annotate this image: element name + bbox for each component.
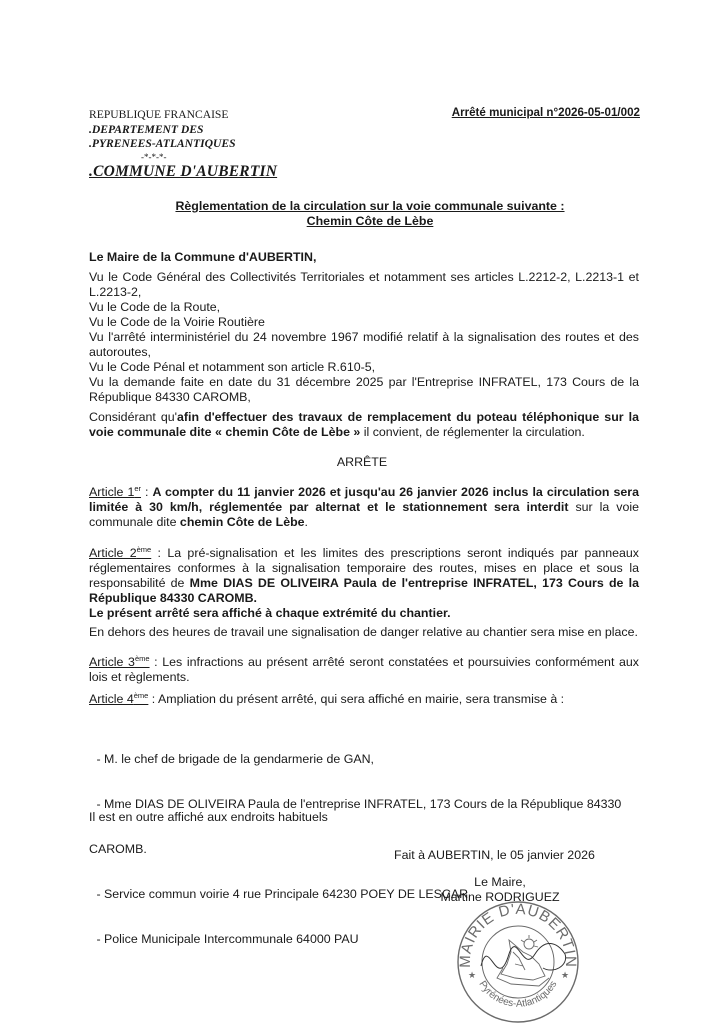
- stamp-star-icon: ★: [468, 970, 477, 980]
- signer-role: Le Maire,: [474, 875, 526, 889]
- article-4: Article 4ème : Ampliation du présent arrêté, qui sera affiché en mairie, sera transmise à :: [89, 690, 565, 706]
- recipient-item: - Police Municipale Intercommunale 64000 PAU: [93, 932, 359, 946]
- legal-reference: Vu le Code Pénal et notamment son article R.610-5,: [89, 360, 376, 374]
- article-4-label: Article 4ème: [89, 690, 149, 706]
- commune-name: .COMMUNE D'AUBERTIN: [89, 163, 278, 180]
- article-3-label: Article 3ème: [89, 653, 150, 669]
- legal-reference: Vu l'arrêté interministériel du 24 novembre 1967 modifié relatif à la signalisation des routes et des autoroutes,: [89, 330, 639, 359]
- article-2-label: Article 2ème: [89, 544, 152, 560]
- marianne-emblem-icon: [497, 935, 549, 986]
- recipient-item: - M. le chef de brigade de la gendarmerie de GAN,: [93, 752, 375, 766]
- article-1-label: Article 1er: [89, 483, 142, 499]
- article-2-posting: Le présent arrêté sera affiché à chaque extrémité du chantier.: [89, 606, 451, 620]
- place-and-date: Fait à AUBERTIN, le 05 janvier 2026: [394, 848, 595, 862]
- legal-reference: Vu le Code de la Route,: [89, 300, 221, 314]
- title-line-1: Règlementation de la circulation sur la voie communale suivante :: [175, 199, 565, 213]
- republic-label: REPUBLIQUE FRANCAISE: [89, 108, 229, 121]
- considering-reason: afin d'effectuer des travaux de remplacement du poteau téléphonique sur la voie communale dite « chemin Côte de Lèbe »: [89, 410, 639, 439]
- separator: -*-*-*-: [141, 151, 167, 162]
- article-1-restriction: A compter du 11 janvier 2026 et jusqu'au 26 janvier 2026 inclus la circulation sera limitée à 30 km/h, réglementée par alternat et le stationnement sera interdit: [89, 485, 639, 514]
- recipient-item: - Mme DIAS DE OLIVEIRA Paula de l'entreprise INFRATEL, 173 Cours de la République 84330: [93, 797, 622, 811]
- article-1-road: chemin Côte de Lèbe: [179, 515, 305, 529]
- stamp-bottom-text: Pyrénées-Atlantiques: [476, 979, 560, 1010]
- posting-note: Il est en outre affiché aux endroits habituels: [89, 810, 328, 824]
- title-line-2: Chemin Côte de Lèbe: [306, 214, 434, 228]
- recipient-item-continued: CAROMB.: [89, 842, 147, 856]
- signer-name: Martine RODRIGUEZ: [440, 890, 560, 904]
- official-stamp: [453, 894, 583, 1024]
- considering-suffix: il convient, de réglementer la circulation.: [360, 425, 585, 439]
- article-2-responsible: Mme DIAS DE OLIVEIRA Paula de l'entreprise INFRATEL, 173 Cours de la République 84330 CAROMB.: [89, 576, 639, 605]
- article-3: Article 3ème : Les infractions au présent arrêté seront constatées et poursuivies conformément aux lois et règlements.: [89, 653, 639, 684]
- stamp-star-icon: ★: [561, 970, 570, 980]
- legal-reference: Vu le Code de la Voirie Routière: [89, 315, 265, 329]
- department-line-1: .DEPARTEMENT DES: [89, 122, 204, 136]
- considering-paragraph: [89, 410, 639, 440]
- outside-hours-note: En dehors des heures de travail une signalisation de danger relative au chantier sera mise en place.: [89, 625, 638, 639]
- decree-heading: ARRÊTE: [336, 455, 388, 469]
- article-1: Article 1er : A compter du 11 janvier 2026 et jusqu'au 26 janvier 2026 inclus la circulation sera limitée à 30 km/h, réglementée par alternat et le stationnement sera interdit sur la voie communale dite chemin Côte de Lèbe.: [89, 483, 639, 529]
- decree-reference: Arrêté municipal n°2026-05-01/002: [451, 106, 640, 119]
- article-2: Article 2ème : La pré-signalisation et les limites des prescriptions seront indiqués par panneaux réglementaires conformes à la signalisation temporaire des routes, mises en place et sous la responsabilité de Mme DIAS DE OLIVEIRA Paula de l'entreprise INFRATEL, 173 Cours de la République 84330 CAROMB. Le présent arrêté sera affiché à chaque extrémité du chantier.: [89, 544, 639, 620]
- recipient-item: - Service commun voirie 4 rue Principale 64230 POEY DE LESCAR: [93, 887, 469, 901]
- department-line-2: .PYRENEES-ATLANTIQUES: [89, 137, 236, 150]
- considering-prefix: Considérant qu': [89, 410, 178, 424]
- mayor-intro: Le Maire de la Commune d'AUBERTIN,: [89, 250, 317, 264]
- legal-references: [89, 270, 639, 405]
- document-title: [0, 199, 724, 229]
- legal-reference: Vu le Code Général des Collectivités Territoriales et notamment ses articles L.2212-2, L.2213-1 et L.2213-2,: [89, 270, 639, 299]
- stamp-top-text: MAIRIE D'AUBERTIN: [456, 900, 580, 968]
- header-administration: [89, 108, 236, 162]
- legal-reference: Vu la demande faite en date du 31 décembre 2025 par l'Entreprise INFRATEL, 173 Cours de la République 84330 CAROMB,: [89, 375, 639, 404]
